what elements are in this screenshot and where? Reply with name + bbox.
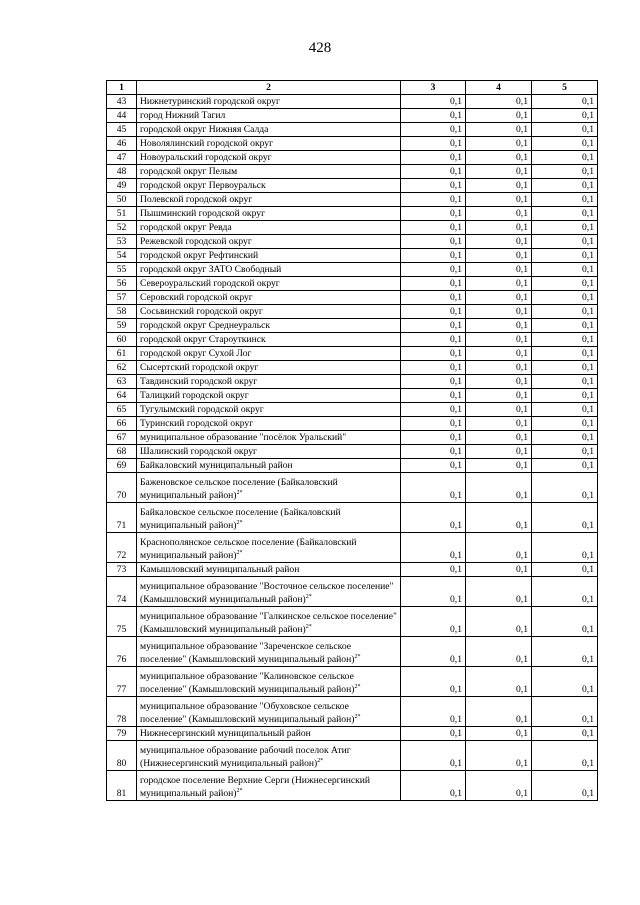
row-number: 56 bbox=[107, 277, 137, 291]
value-cell-v5: 0,1 bbox=[532, 667, 598, 697]
row-number: 64 bbox=[107, 389, 137, 403]
footnote-mark: 2* bbox=[305, 623, 312, 630]
footnote-mark: 2* bbox=[236, 489, 243, 496]
value-cell-v3: 0,1 bbox=[401, 109, 466, 123]
value-cell-v4: 0,1 bbox=[466, 697, 532, 727]
row-number: 77 bbox=[107, 667, 137, 697]
row-number: 57 bbox=[107, 291, 137, 305]
municipality-name-text: городской округ Среднеуральск bbox=[140, 320, 271, 331]
column-header: 2 bbox=[137, 81, 401, 95]
row-number: 53 bbox=[107, 235, 137, 249]
footnote-mark: 2* bbox=[354, 683, 361, 690]
table-row bbox=[107, 431, 598, 445]
municipality-name-text: муниципальное образование "Зареченское сельское поселение" (Камышловский муниципальный район) bbox=[140, 641, 355, 665]
table-row bbox=[107, 667, 598, 697]
value-cell-v5: 0,1 bbox=[532, 563, 598, 577]
row-number: 62 bbox=[107, 361, 137, 375]
value-cell-v4: 0,1 bbox=[466, 503, 532, 533]
value-cell-v3: 0,1 bbox=[401, 445, 466, 459]
value-cell-v4: 0,1 bbox=[466, 123, 532, 137]
value-cell-v3: 0,1 bbox=[401, 637, 466, 667]
value-cell-v5: 0,1 bbox=[532, 123, 598, 137]
value-cell-v4: 0,1 bbox=[466, 235, 532, 249]
footnote-mark: 2* bbox=[236, 549, 243, 556]
municipality-name-text: Туринский городской округ bbox=[140, 418, 254, 429]
row-number: 58 bbox=[107, 305, 137, 319]
value-cell-v3: 0,1 bbox=[401, 431, 466, 445]
value-cell-v4: 0,1 bbox=[466, 417, 532, 431]
value-cell-v5: 0,1 bbox=[532, 333, 598, 347]
value-cell-v4: 0,1 bbox=[466, 375, 532, 389]
municipality-name bbox=[137, 95, 401, 109]
municipality-name-text: Баженовское сельское поселение (Байкаловский муниципальный район) bbox=[140, 477, 338, 501]
municipality-name-text: муниципальное образование "Калиновское сельское поселение" (Камышловский муниципальный район) bbox=[140, 671, 355, 695]
municipality-name-text: муниципальное образование "Обуховское сельское поселение" (Камышловский муниципальный район) bbox=[140, 701, 355, 725]
value-cell-v4: 0,1 bbox=[466, 637, 532, 667]
municipality-name bbox=[137, 697, 401, 727]
table-row bbox=[107, 151, 598, 165]
municipality-name bbox=[137, 771, 401, 801]
value-cell-v3: 0,1 bbox=[401, 235, 466, 249]
footnote-mark: 2* bbox=[236, 519, 243, 526]
municipality-name-text: муниципальное образование "Восточное сельское поселение" (Камышловский муниципальный район) bbox=[140, 581, 394, 605]
municipality-name bbox=[137, 417, 401, 431]
value-cell-v3: 0,1 bbox=[401, 667, 466, 697]
row-number: 74 bbox=[107, 577, 137, 607]
value-cell-v4: 0,1 bbox=[466, 137, 532, 151]
row-number: 66 bbox=[107, 417, 137, 431]
row-number: 59 bbox=[107, 319, 137, 333]
municipality-name-text: городской округ Пелым bbox=[140, 166, 238, 177]
value-cell-v3: 0,1 bbox=[401, 221, 466, 235]
value-cell-v4: 0,1 bbox=[466, 207, 532, 221]
municipality-name-text: город Нижний Тагил bbox=[140, 110, 226, 121]
value-cell-v4: 0,1 bbox=[466, 249, 532, 263]
row-number: 68 bbox=[107, 445, 137, 459]
value-cell-v4: 0,1 bbox=[466, 473, 532, 503]
value-cell-v3: 0,1 bbox=[401, 459, 466, 473]
row-number: 69 bbox=[107, 459, 137, 473]
value-cell-v4: 0,1 bbox=[466, 445, 532, 459]
table-row bbox=[107, 473, 598, 503]
table-row bbox=[107, 179, 598, 193]
value-cell-v5: 0,1 bbox=[532, 473, 598, 503]
municipality-name-text: городской округ Сухой Лог bbox=[140, 348, 252, 359]
value-cell-v5: 0,1 bbox=[532, 637, 598, 667]
value-cell-v4: 0,1 bbox=[466, 165, 532, 179]
value-cell-v4: 0,1 bbox=[466, 151, 532, 165]
value-cell-v3: 0,1 bbox=[401, 563, 466, 577]
row-number: 55 bbox=[107, 263, 137, 277]
value-cell-v4: 0,1 bbox=[466, 109, 532, 123]
value-cell-v5: 0,1 bbox=[532, 431, 598, 445]
value-cell-v3: 0,1 bbox=[401, 165, 466, 179]
value-cell-v5: 0,1 bbox=[532, 193, 598, 207]
value-cell-v3: 0,1 bbox=[401, 193, 466, 207]
municipality-name bbox=[137, 151, 401, 165]
municipality-name bbox=[137, 319, 401, 333]
row-number: 46 bbox=[107, 137, 137, 151]
table-row bbox=[107, 207, 598, 221]
table-row bbox=[107, 235, 598, 249]
value-cell-v5: 0,1 bbox=[532, 277, 598, 291]
value-cell-v4: 0,1 bbox=[466, 771, 532, 801]
row-number: 79 bbox=[107, 727, 137, 741]
value-cell-v4: 0,1 bbox=[466, 305, 532, 319]
table-row bbox=[107, 577, 598, 607]
municipality-name-text: Шалинский городской округ bbox=[140, 446, 257, 457]
table-row bbox=[107, 403, 598, 417]
municipality-name-text: Полевской городской округ bbox=[140, 194, 253, 205]
value-cell-v5: 0,1 bbox=[532, 771, 598, 801]
table-row bbox=[107, 445, 598, 459]
value-cell-v4: 0,1 bbox=[466, 727, 532, 741]
row-number: 48 bbox=[107, 165, 137, 179]
municipality-name-text: городской округ Рефтинский bbox=[140, 250, 259, 261]
value-cell-v4: 0,1 bbox=[466, 291, 532, 305]
municipality-name bbox=[137, 577, 401, 607]
municipality-name-text: Нижнетуринский городской округ bbox=[140, 96, 280, 107]
value-cell-v4: 0,1 bbox=[466, 607, 532, 637]
municipality-name bbox=[137, 741, 401, 771]
table-row bbox=[107, 741, 598, 771]
page-number: 428 bbox=[308, 40, 332, 56]
row-number: 50 bbox=[107, 193, 137, 207]
value-cell-v3: 0,1 bbox=[401, 137, 466, 151]
value-cell-v5: 0,1 bbox=[532, 207, 598, 221]
value-cell-v5: 0,1 bbox=[532, 741, 598, 771]
municipality-name bbox=[137, 403, 401, 417]
municipality-name-text: Краснополянское сельское поселение (Байкаловский муниципальный район) bbox=[140, 537, 357, 561]
value-cell-v3: 0,1 bbox=[401, 95, 466, 109]
municipality-name bbox=[137, 667, 401, 697]
municipality-name-text: Байкаловский муниципальный район bbox=[140, 460, 293, 471]
value-cell-v5: 0,1 bbox=[532, 361, 598, 375]
value-cell-v4: 0,1 bbox=[466, 347, 532, 361]
table-row bbox=[107, 361, 598, 375]
value-cell-v4: 0,1 bbox=[466, 221, 532, 235]
municipality-name-text: городской округ Нижняя Салда bbox=[140, 124, 269, 135]
header-row bbox=[107, 81, 598, 95]
municipality-name-text: Новоуральский городской округ bbox=[140, 152, 272, 163]
value-cell-v4: 0,1 bbox=[466, 263, 532, 277]
row-number: 43 bbox=[107, 95, 137, 109]
table-row bbox=[107, 137, 598, 151]
table-row bbox=[107, 637, 598, 667]
table-body bbox=[107, 95, 598, 801]
row-number: 73 bbox=[107, 563, 137, 577]
value-cell-v3: 0,1 bbox=[401, 361, 466, 375]
value-cell-v5: 0,1 bbox=[532, 375, 598, 389]
municipality-name bbox=[137, 207, 401, 221]
table-row bbox=[107, 375, 598, 389]
municipality-name bbox=[137, 607, 401, 637]
value-cell-v3: 0,1 bbox=[401, 319, 466, 333]
table-row bbox=[107, 333, 598, 347]
value-cell-v3: 0,1 bbox=[401, 727, 466, 741]
footnote-mark: 2* bbox=[354, 653, 361, 660]
municipality-name-text: Талицкий городской округ bbox=[140, 390, 249, 401]
municipality-name bbox=[137, 263, 401, 277]
value-cell-v5: 0,1 bbox=[532, 137, 598, 151]
municipality-name-text: Новолялинский городской округ bbox=[140, 138, 274, 149]
table-row bbox=[107, 221, 598, 235]
column-header: 3 bbox=[401, 81, 466, 95]
municipality-name bbox=[137, 291, 401, 305]
value-cell-v5: 0,1 bbox=[532, 319, 598, 333]
data-table bbox=[106, 80, 598, 801]
value-cell-v4: 0,1 bbox=[466, 95, 532, 109]
value-cell-v5: 0,1 bbox=[532, 727, 598, 741]
value-cell-v4: 0,1 bbox=[466, 741, 532, 771]
value-cell-v3: 0,1 bbox=[401, 403, 466, 417]
table-row bbox=[107, 607, 598, 637]
table-row bbox=[107, 291, 598, 305]
row-number: 75 bbox=[107, 607, 137, 637]
value-cell-v4: 0,1 bbox=[466, 193, 532, 207]
municipality-name bbox=[137, 277, 401, 291]
table-row bbox=[107, 697, 598, 727]
value-cell-v4: 0,1 bbox=[466, 333, 532, 347]
municipality-name bbox=[137, 249, 401, 263]
row-number: 81 bbox=[107, 771, 137, 801]
value-cell-v3: 0,1 bbox=[401, 607, 466, 637]
table-row bbox=[107, 249, 598, 263]
municipality-name-text: Сосьвинский городской округ bbox=[140, 306, 263, 317]
value-cell-v3: 0,1 bbox=[401, 697, 466, 727]
value-cell-v4: 0,1 bbox=[466, 533, 532, 563]
municipality-name bbox=[137, 347, 401, 361]
row-number: 65 bbox=[107, 403, 137, 417]
municipality-name bbox=[137, 459, 401, 473]
table-row bbox=[107, 459, 598, 473]
municipality-name bbox=[137, 563, 401, 577]
value-cell-v5: 0,1 bbox=[532, 305, 598, 319]
value-cell-v4: 0,1 bbox=[466, 563, 532, 577]
footnote-mark: 2* bbox=[236, 787, 243, 794]
municipality-name-text: Тугулымский городской округ bbox=[140, 404, 264, 415]
table-row bbox=[107, 193, 598, 207]
value-cell-v5: 0,1 bbox=[532, 459, 598, 473]
value-cell-v4: 0,1 bbox=[466, 179, 532, 193]
municipality-name-text: городское поселение Верхние Серги (Нижнесергинский муниципальный район) bbox=[140, 775, 371, 799]
row-number: 78 bbox=[107, 697, 137, 727]
municipality-name-text: муниципальное образование "посёлок Уральский" bbox=[140, 432, 347, 443]
value-cell-v3: 0,1 bbox=[401, 417, 466, 431]
municipality-name-text: городской округ Староуткинск bbox=[140, 334, 266, 345]
table-row bbox=[107, 109, 598, 123]
municipality-name bbox=[137, 305, 401, 319]
row-number: 72 bbox=[107, 533, 137, 563]
value-cell-v5: 0,1 bbox=[532, 263, 598, 277]
value-cell-v5: 0,1 bbox=[532, 151, 598, 165]
footnote-mark: 2* bbox=[317, 757, 324, 764]
municipality-name-text: Североуральский городской округ bbox=[140, 278, 280, 289]
value-cell-v4: 0,1 bbox=[466, 667, 532, 697]
value-cell-v3: 0,1 bbox=[401, 503, 466, 533]
municipality-name-text: городской округ Ревда bbox=[140, 222, 232, 233]
row-number: 45 bbox=[107, 123, 137, 137]
value-cell-v5: 0,1 bbox=[532, 179, 598, 193]
value-cell-v3: 0,1 bbox=[401, 375, 466, 389]
value-cell-v5: 0,1 bbox=[532, 697, 598, 727]
municipality-name bbox=[137, 109, 401, 123]
municipality-name bbox=[137, 123, 401, 137]
value-cell-v3: 0,1 bbox=[401, 333, 466, 347]
value-cell-v5: 0,1 bbox=[532, 221, 598, 235]
row-number: 67 bbox=[107, 431, 137, 445]
value-cell-v3: 0,1 bbox=[401, 179, 466, 193]
municipality-name bbox=[137, 165, 401, 179]
value-cell-v5: 0,1 bbox=[532, 347, 598, 361]
value-cell-v4: 0,1 bbox=[466, 577, 532, 607]
row-number: 49 bbox=[107, 179, 137, 193]
row-number: 47 bbox=[107, 151, 137, 165]
value-cell-v3: 0,1 bbox=[401, 277, 466, 291]
value-cell-v5: 0,1 bbox=[532, 445, 598, 459]
value-cell-v5: 0,1 bbox=[532, 607, 598, 637]
value-cell-v5: 0,1 bbox=[532, 403, 598, 417]
column-header: 1 bbox=[107, 81, 137, 95]
value-cell-v3: 0,1 bbox=[401, 123, 466, 137]
footnote-mark: 2* bbox=[354, 713, 361, 720]
value-cell-v5: 0,1 bbox=[532, 165, 598, 179]
table-row bbox=[107, 95, 598, 109]
table-row bbox=[107, 563, 598, 577]
value-cell-v3: 0,1 bbox=[401, 305, 466, 319]
value-cell-v3: 0,1 bbox=[401, 347, 466, 361]
table-row bbox=[107, 771, 598, 801]
value-cell-v3: 0,1 bbox=[401, 533, 466, 563]
value-cell-v3: 0,1 bbox=[401, 473, 466, 503]
value-cell-v3: 0,1 bbox=[401, 389, 466, 403]
table-row bbox=[107, 389, 598, 403]
value-cell-v3: 0,1 bbox=[401, 151, 466, 165]
row-number: 60 bbox=[107, 333, 137, 347]
municipality-name-text: Серовский городской округ bbox=[140, 292, 253, 303]
municipality-name-text: муниципальное образование рабочий поселок Атиг (Нижнесергинский муниципальный район) bbox=[140, 745, 351, 769]
municipality-name-text: Пышминский городской округ bbox=[140, 208, 265, 219]
value-cell-v3: 0,1 bbox=[401, 741, 466, 771]
value-cell-v4: 0,1 bbox=[466, 459, 532, 473]
value-cell-v5: 0,1 bbox=[532, 95, 598, 109]
municipality-name bbox=[137, 361, 401, 375]
value-cell-v5: 0,1 bbox=[532, 249, 598, 263]
municipality-name bbox=[137, 727, 401, 741]
value-cell-v4: 0,1 bbox=[466, 431, 532, 445]
municipality-name-text: городской округ ЗАТО Свободный bbox=[140, 264, 282, 275]
table-row bbox=[107, 319, 598, 333]
row-number: 80 bbox=[107, 741, 137, 771]
municipality-name-text: Байкаловское сельское поселение (Байкаловский муниципальный район) bbox=[140, 507, 341, 531]
row-number: 54 bbox=[107, 249, 137, 263]
row-number: 52 bbox=[107, 221, 137, 235]
table-row bbox=[107, 277, 598, 291]
table-row bbox=[107, 123, 598, 137]
municipality-name bbox=[137, 375, 401, 389]
row-number: 61 bbox=[107, 347, 137, 361]
value-cell-v4: 0,1 bbox=[466, 403, 532, 417]
value-cell-v5: 0,1 bbox=[532, 577, 598, 607]
municipality-name bbox=[137, 137, 401, 151]
value-cell-v4: 0,1 bbox=[466, 319, 532, 333]
table-row bbox=[107, 305, 598, 319]
row-number: 71 bbox=[107, 503, 137, 533]
table-row bbox=[107, 727, 598, 741]
row-number: 63 bbox=[107, 375, 137, 389]
value-cell-v4: 0,1 bbox=[466, 361, 532, 375]
row-number: 44 bbox=[107, 109, 137, 123]
municipality-name-text: Тавдинский городской округ bbox=[140, 376, 258, 387]
value-cell-v3: 0,1 bbox=[401, 207, 466, 221]
value-cell-v4: 0,1 bbox=[466, 277, 532, 291]
row-number: 51 bbox=[107, 207, 137, 221]
value-cell-v5: 0,1 bbox=[532, 389, 598, 403]
municipality-name bbox=[137, 533, 401, 563]
table-row bbox=[107, 533, 598, 563]
value-cell-v5: 0,1 bbox=[532, 235, 598, 249]
value-cell-v5: 0,1 bbox=[532, 291, 598, 305]
row-number: 76 bbox=[107, 637, 137, 667]
municipality-name bbox=[137, 193, 401, 207]
municipality-name bbox=[137, 389, 401, 403]
municipality-name-text: муниципальное образование "Галкинское сельское поселение" (Камышловский муниципальный район) bbox=[140, 611, 397, 635]
footnote-mark: 2* bbox=[305, 593, 312, 600]
municipality-name-text: Сысертский городской округ bbox=[140, 362, 259, 373]
municipality-name-text: Нижнесергинский муниципальный район bbox=[140, 728, 311, 739]
row-number: 70 bbox=[107, 473, 137, 503]
value-cell-v3: 0,1 bbox=[401, 577, 466, 607]
table-row bbox=[107, 503, 598, 533]
value-cell-v3: 0,1 bbox=[401, 291, 466, 305]
municipality-name bbox=[137, 503, 401, 533]
municipality-name-text: Режевской городской округ bbox=[140, 236, 252, 247]
value-cell-v5: 0,1 bbox=[532, 417, 598, 431]
table-row bbox=[107, 347, 598, 361]
value-cell-v3: 0,1 bbox=[401, 263, 466, 277]
value-cell-v3: 0,1 bbox=[401, 249, 466, 263]
value-cell-v5: 0,1 bbox=[532, 503, 598, 533]
municipality-name bbox=[137, 235, 401, 249]
value-cell-v3: 0,1 bbox=[401, 771, 466, 801]
value-cell-v4: 0,1 bbox=[466, 389, 532, 403]
municipality-name bbox=[137, 473, 401, 503]
table-row bbox=[107, 417, 598, 431]
value-cell-v5: 0,1 bbox=[532, 109, 598, 123]
municipality-name-text: Камышловский муниципальный район bbox=[140, 564, 300, 575]
municipality-name-text: городской округ Первоуральск bbox=[140, 180, 266, 191]
municipality-name bbox=[137, 445, 401, 459]
municipality-name bbox=[137, 431, 401, 445]
column-header: 5 bbox=[532, 81, 598, 95]
municipality-name bbox=[137, 637, 401, 667]
municipality-name bbox=[137, 221, 401, 235]
municipality-name bbox=[137, 333, 401, 347]
table-row bbox=[107, 263, 598, 277]
value-cell-v5: 0,1 bbox=[532, 533, 598, 563]
column-header: 4 bbox=[466, 81, 532, 95]
municipality-name bbox=[137, 179, 401, 193]
table-row bbox=[107, 165, 598, 179]
